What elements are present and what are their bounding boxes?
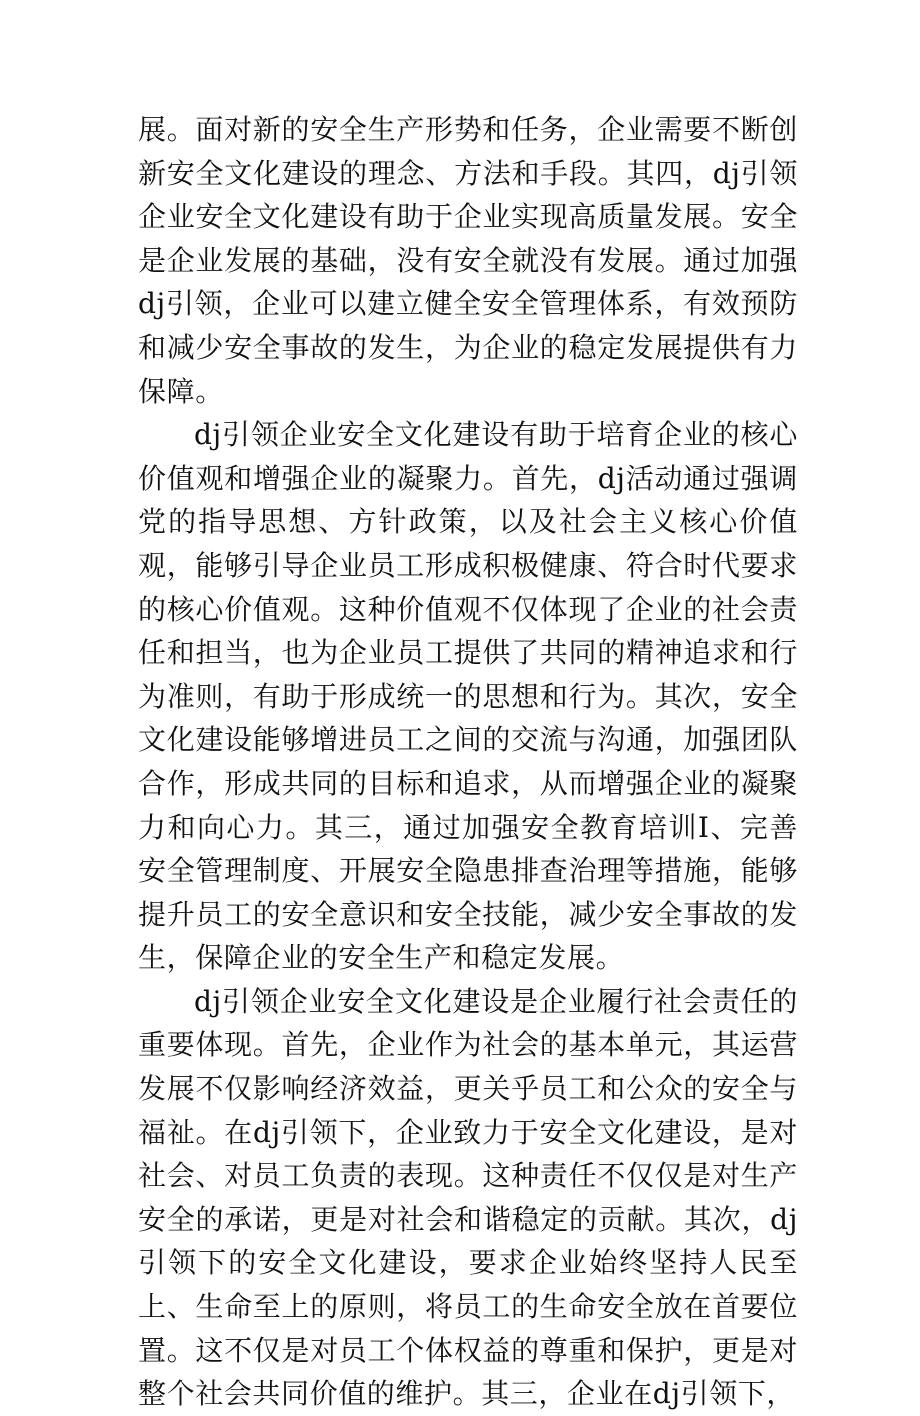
paragraph-continuation: 展。面对新的安全生产形势和任务，企业需要不断创新安全文化建设的理念、方法和手段。其四，dj引领企业安全文化建设有助于企业实现高质量发展。安全是企业发展的基础，没有安全就没有发展。通过加强dj引领，企业可以建立健全安全管理体系，有效预防和减少安全事故的发生，为企业的稳定发展提供有力保障。 bbox=[138, 113, 798, 408]
paragraph-core-values: dj引领企业安全文化建设有助于培育企业的核心价值观和增强企业的凝聚力。首先，dj活动通过强调党的指导思想、方针政策，以及社会主义核心价值观，能够引导企业员工形成积极健康、符合时代要求的核心价值观。这种价值观不仅体现了企业的社会责任和担当，也为企业员工提供了共同的精神追求和行为准则，有助于形成统一的思想和行为。其次，安全文化建设能够增进员工之间的交流与沟通，加强团队合作，形成共同的目标和追求，从而增强企业的凝聚力和向心力。其三，通过加强安全教育培训I、完善安全管理制度、开展安全隐患排查治理等措施，能够提升员工的安全意识和安全技能，减少安全事故的发生，保障企业的安全生产和稳定发展。 bbox=[138, 418, 798, 975]
paragraph-social-responsibility: dj引领企业安全文化建设是企业履行社会责任的重要体现。首先，企业作为社会的基本单元，其运营发展不仅影响经济效益，更关乎员工和公众的安全与福祉。在dj引领下，企业致力于安全文化建设，是对社会、对员工负责的表现。这种责任不仅仅是对生产安全的承诺，更是对社会和谐稳定的贡献。其次，dj引领下的安全文化建设，要求企业始终坚持人民至上、生命至上的原则，将员工的生命安全放在首要位置。这不仅是对员工个体权益的尊重和保护，更是对整个社会共同价值的维护。其三，企业在dj引领下， bbox=[138, 984, 798, 1411]
document-page bbox=[138, 108, 798, 1416]
